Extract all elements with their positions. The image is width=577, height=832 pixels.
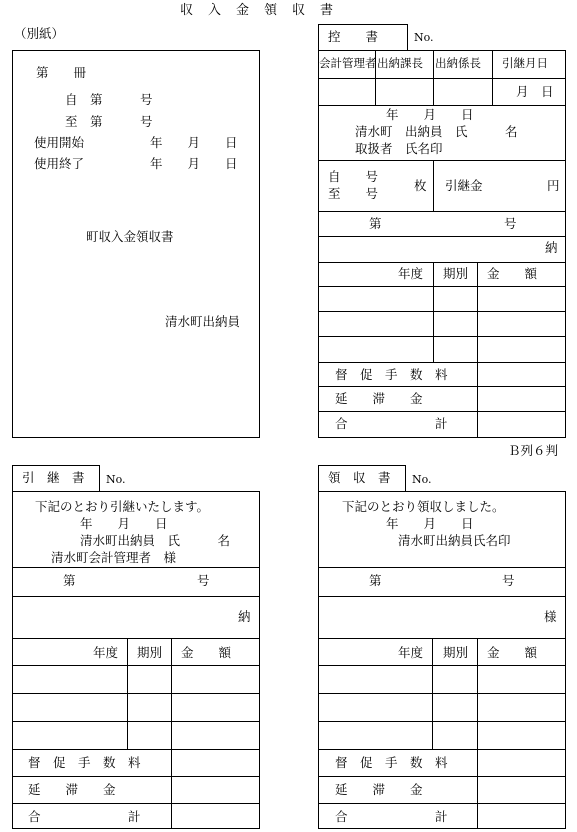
hikae-staff-line2: 取扱者 氏名印 [355, 141, 443, 156]
ryoshu-kingaku: 金 額 [487, 645, 538, 660]
ryoshu-kibetsu: 期別 [443, 645, 469, 660]
cover-use-start-ymd: 年 月 日 [150, 135, 238, 150]
ryoshu-tokusoku: 督 促 手 数 料 [335, 755, 448, 770]
hikae-mai: 枚 [414, 178, 427, 193]
hikitsugi-tab-label: 引 継 書 [22, 470, 85, 485]
hikae-col-kakaricho: 出納係長 [435, 56, 481, 70]
hikae-kibetsu: 期別 [443, 266, 469, 281]
ryoshu-tab-label: 領 収 書 [328, 470, 391, 485]
cover-name: 町収入金領収書 [86, 229, 174, 244]
cover-use-end-ymd: 年 月 日 [150, 156, 238, 171]
hikae-go: 号 [504, 216, 517, 231]
ryoshu-line1: 清水町出納員氏名印 [398, 533, 511, 548]
ryoshu-entai: 延 滞 金 [335, 782, 423, 797]
ryoshu-text1: 下記のとおり領収しました。 [342, 499, 505, 514]
cover-issuer: 清水町出納員 [165, 314, 241, 329]
hikae-entai: 延 滞 金 [335, 391, 423, 406]
hikitsugi-text1: 下記のとおり引継いたします。 [35, 499, 210, 514]
hikae-tab-label: 控 書 [328, 29, 379, 44]
hikitsugi-entai: 延 滞 金 [28, 782, 116, 797]
hikitsugi-ymd: 年 月 日 [80, 516, 168, 531]
ryoshu-gokei: 合 計 [335, 809, 448, 824]
hikitsugi-nou: 納 [238, 609, 251, 624]
hikitsugi-nendo: 年度 [93, 645, 119, 660]
hikae-kingaku: 金 額 [487, 266, 538, 281]
hikitsugi-line2: 清水町会計管理者 様 [51, 550, 177, 565]
hikitsugi-line1: 清水町出納員 氏 名 [80, 533, 231, 548]
hikae-ymd: 年 月 日 [386, 107, 474, 122]
hikitsugi-go: 号 [197, 573, 210, 588]
hikae-shi-go: 至 号 [328, 186, 379, 201]
hikae-col-kaikei: 会計管理者 [319, 56, 377, 70]
cover-box [12, 50, 260, 438]
page-title: 収 入 金 領 収 書 [180, 3, 335, 18]
cover-ji-dai-go: 自 第 号 [65, 92, 153, 107]
hikae-ji-go: 自 号 [328, 169, 379, 184]
hikae-dai: 第 [369, 216, 382, 231]
cover-dai-satsu: 第 冊 [36, 65, 87, 80]
hikae-tokusoku: 督 促 手 数 料 [335, 367, 448, 382]
hikitsugi-gokei: 合 計 [28, 809, 141, 824]
ryoshu-no: No. [412, 473, 432, 486]
hikitsugi-no: No. [106, 473, 126, 486]
hikae-gokei: 合 計 [335, 416, 448, 431]
ryoshu-ymd: 年 月 日 [386, 516, 474, 531]
hikae-no: No. [414, 31, 434, 44]
hikitsugi-kibetsu: 期別 [137, 645, 163, 660]
cover-use-start: 使用開始 [34, 135, 85, 150]
bessi-label: （別紙） [14, 26, 65, 41]
hikae-col-hikitsugi: 引継月日 [502, 56, 548, 70]
hikae-col-kacho: 出納課長 [377, 56, 423, 70]
ryoshu-nendo: 年度 [398, 645, 424, 660]
ryoshu-go: 号 [502, 573, 515, 588]
hikae-staff-line1: 清水町 出納員 氏 名 [355, 124, 518, 139]
hikitsugi-kingaku: 金 額 [181, 645, 232, 660]
hikae-nou: 納 [545, 240, 558, 255]
ryoshu-dai: 第 [369, 573, 382, 588]
hikae-en: 円 [547, 178, 560, 193]
hikae-tsuki-hi: 月 日 [516, 84, 554, 99]
hikae-hikitsugikin: 引継金 [445, 178, 483, 193]
ryoshu-sama: 様 [544, 609, 557, 624]
size-note: Ｂ列６判 [508, 443, 559, 458]
hikae-nendo: 年度 [398, 266, 424, 281]
hikitsugi-tokusoku: 督 促 手 数 料 [28, 755, 141, 770]
cover-shi-dai-go: 至 第 号 [65, 114, 153, 129]
hikitsugi-dai: 第 [63, 573, 76, 588]
cover-use-end: 使用終了 [34, 156, 85, 171]
